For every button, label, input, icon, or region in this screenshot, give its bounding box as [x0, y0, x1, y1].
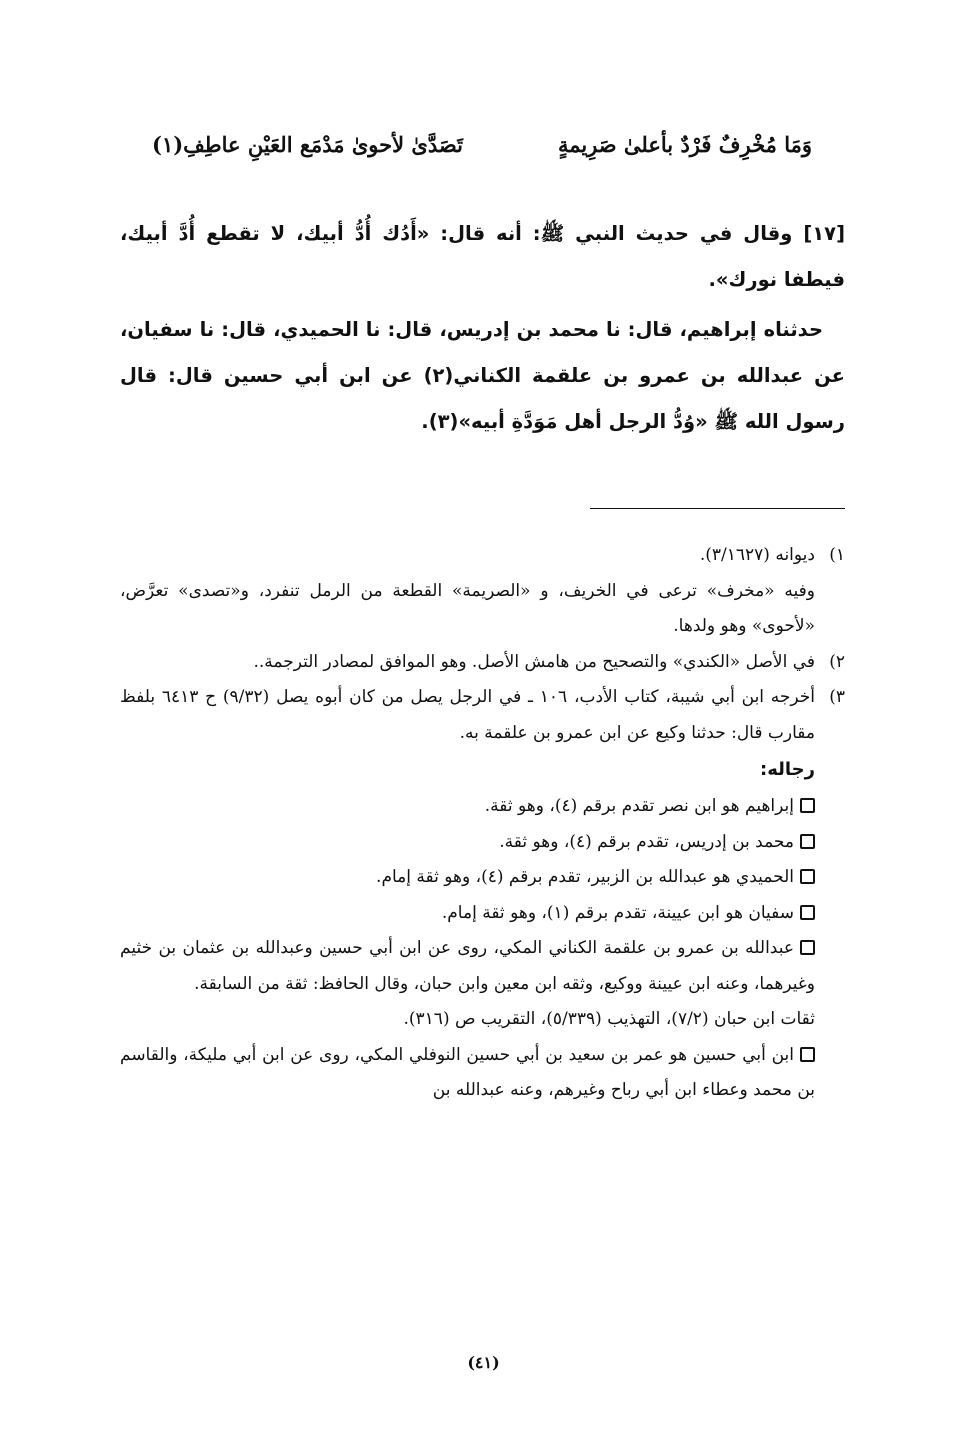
- narrator-item: [120, 789, 845, 825]
- poetry-verse: [152, 128, 812, 162]
- hadith-17-paragraph: [١٧] وقال في حديث النبي ﷺ: أنه قال: «أَدُك أُدُّ أبيك، لا تقطع أُدَّ أبيك، فيطفا نورك».: [120, 222, 845, 291]
- narrator-item: [120, 1038, 845, 1109]
- verse-first-hemistich: وَمَا مُخْرِفٌ فَرْدٌ بأعلىٰ صَرِيمةٍ: [557, 132, 812, 157]
- narrator-item-text: ابن أبي حسين هو عمر بن سعيد بن أبي حسين النوفلي المكي، روى عن ابن أبي مليكة، والقاسم بن محمد وعطاء ابن أبي رباح وغيرهم، وعنه عبدالله بن: [120, 1044, 815, 1100]
- narrator-item-text: الحميدي هو عبدالله بن الزبير، تقدم برقم (٤)، وهو ثقة إمام.: [376, 867, 794, 887]
- isnad-paragraph: حدثناه إبراهيم، قال: نا محمد بن إدريس، قال: نا الحميدي، قال: نا سفيان، عن عبدالله بن عمرو بن علقمة الكناني(٢) عن ابن أبي حسين قال: قال رسول الله ﷺ «وُدُّ الرجل أهل مَوَدَّةِ أبيه»(٣).: [120, 318, 845, 433]
- footnote-separator: [590, 508, 845, 509]
- footnote-1-continuation: وفيه «مخرف» ترعى في الخريف، و «الصريمة» القطعة من الرمل تنفرد، و«تصدى» تعرَّض، «لأحوى» وهو ولدها.: [120, 580, 815, 636]
- main-text: [120, 211, 845, 445]
- narrator-item-text: عبدالله بن عمرو بن علقمة الكناني المكي، روى عن ابن أبي حسين وعبدالله بن عثمان بن خثيم وغيرهما، وعنه ابن عيينة ووكيع، وثقه ابن معين وابن حبان، وقال الحافظ: ثقة من السابقة.: [120, 938, 815, 994]
- narrator-item-text: سفيان هو ابن عيينة، تقدم برقم (١)، وهو ثقة إمام.: [441, 902, 794, 923]
- checkbox-square-icon: [800, 905, 815, 920]
- checkbox-square-icon: [800, 869, 815, 884]
- footnotes-section: [120, 538, 845, 1109]
- narrator-item: [120, 825, 845, 861]
- narrator-item-text: إبراهيم هو ابن نصر تقدم برقم (٤)، وهو ثقة.: [484, 796, 794, 816]
- narrator-item: [120, 860, 845, 896]
- footnote-1: [120, 538, 845, 574]
- footnote-2-text: في الأصل «الكندي» والتصحيح من هامش الأصل. وهو الموافق لمصادر الترجمة..: [253, 651, 815, 672]
- narrator-item: [120, 931, 845, 1002]
- footnote-3-text: أخرجه ابن أبي شيبة، كتاب الأدب، ١٠٦ ـ في الرجل يصل من كان أبوه يصل (٩/٣٢) ح ٦٤١٣ بلفظ مقارب قال: حدثنا وكيع عن ابن عمرو بن علقمة به.: [120, 687, 816, 743]
- rijal-heading: رجاله:: [760, 759, 815, 780]
- footnote-3-number: ٣): [829, 687, 845, 707]
- references-line: ثقات ابن حبان (٧/٢)، التهذيب (٥/٣٣٩)، التقريب ص (٣١٦).: [403, 1009, 815, 1029]
- footnote-2-number: ٢): [829, 651, 845, 672]
- footnote-1-number: ١): [829, 545, 845, 565]
- checkbox-square-icon: [800, 1047, 815, 1062]
- checkbox-square-icon: [800, 834, 815, 849]
- page-number: (٤١): [467, 1353, 500, 1372]
- footnote-2: [120, 645, 845, 681]
- checkbox-square-icon: [800, 798, 815, 813]
- narrator-item: [120, 896, 845, 932]
- verse-second-hemistich: تَصَدَّىٰ لأحوىٰ مَدْمَع العَيْنِ عاطِفِ(١): [152, 132, 463, 157]
- footnote-3: [120, 680, 845, 751]
- footnote-1-text: ديوانه (٣/١٦٢٧).: [699, 545, 815, 565]
- narrator-item-text: محمد بن إدريس، تقدم برقم (٤)، وهو ثقة.: [499, 831, 794, 852]
- checkbox-square-icon: [800, 940, 815, 955]
